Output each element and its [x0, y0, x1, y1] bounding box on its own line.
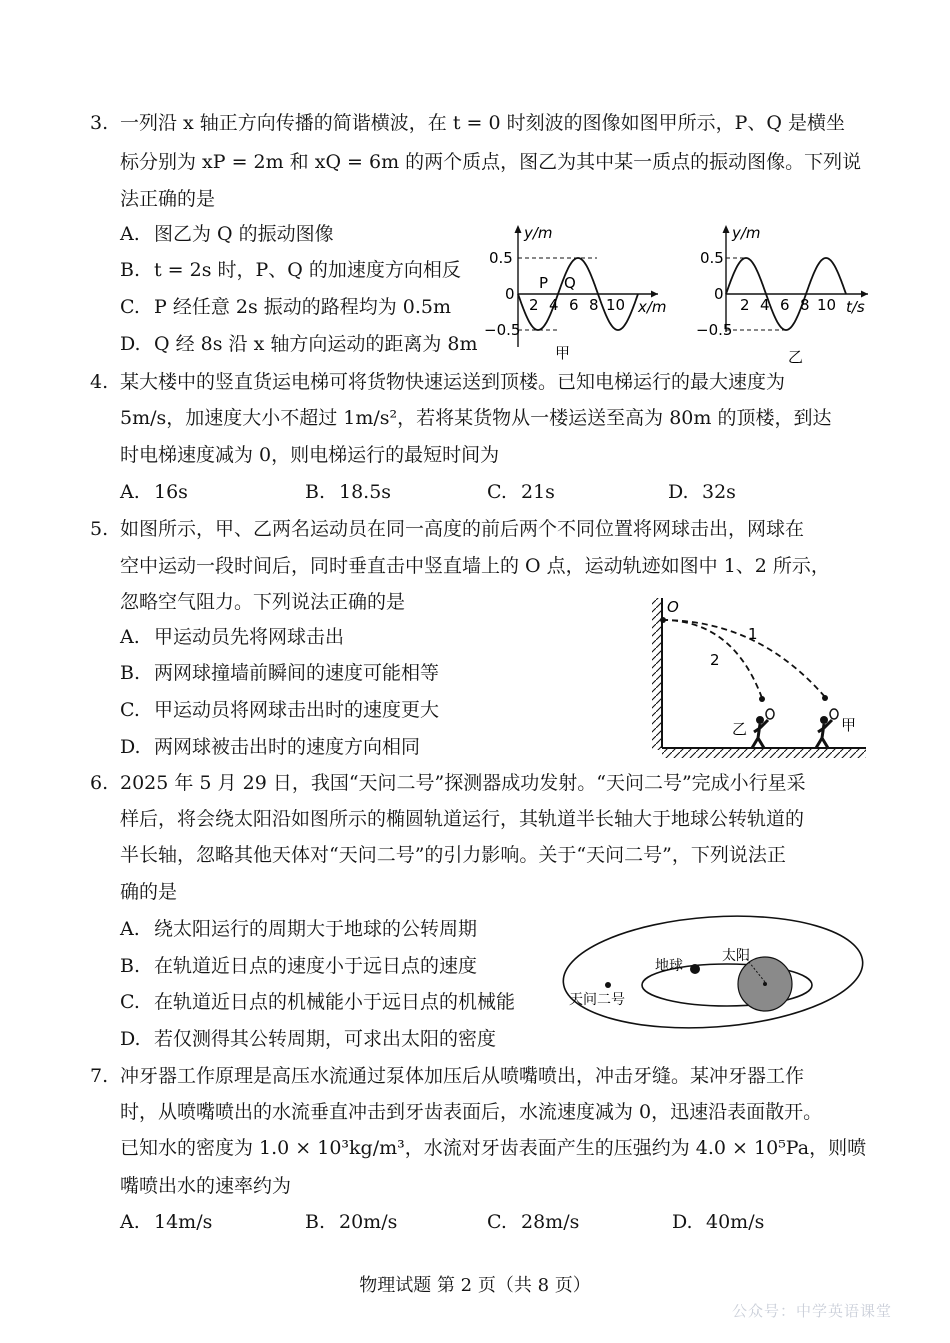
- y-tick-pos: 0.5: [700, 249, 724, 267]
- x-tick: 6: [780, 296, 790, 314]
- page-footer: 物理试题 第 2 页（共 8 页）: [359, 1275, 591, 1296]
- option-label: C.: [487, 481, 507, 503]
- option-text: 若仅测得其公转周期，可求出太阳的密度: [154, 1028, 497, 1050]
- option-text: Q 经 8s 沿 x 轴方向运动的距离为 8m: [154, 333, 478, 355]
- option-text: 甲运动员将网球击出时的速度更大: [154, 699, 440, 721]
- option-text: 20m/s: [339, 1211, 398, 1233]
- x-axis-arrow: [651, 291, 658, 298]
- option-text: 在轨道近日点的速度小于远日点的速度: [154, 955, 478, 977]
- figure-jia-wave-graph: [478, 222, 668, 367]
- trajectory-1-label: 1: [748, 625, 758, 643]
- option-label: B.: [305, 481, 326, 503]
- option-label: A.: [120, 1211, 140, 1233]
- question-7-line-3: 已知水的密度为 1.0 × 10³kg/m³，水流对牙齿表面产生的压强约为 4.0 × 10⁵Pa，则喷: [120, 1137, 867, 1159]
- question-7-line-4: 嘴喷出水的速率约为: [120, 1175, 292, 1197]
- option-text: P 经任意 2s 振动的路程均为 0.5m: [154, 296, 452, 318]
- option-label: A.: [120, 481, 140, 503]
- question-6-line-2: 样后，将会绕太阳沿如图所示的椭圆轨道运行，其轨道半长轴大于地球公转轨道的: [120, 808, 805, 830]
- x-tick: 10: [817, 296, 837, 314]
- option-text: 21s: [521, 481, 555, 503]
- sun-label: 太阳: [722, 948, 750, 964]
- x-axis-arrow: [861, 291, 868, 298]
- option-text: 28m/s: [521, 1211, 580, 1233]
- q4-option-b[interactable]: [305, 480, 391, 504]
- ball-1: [822, 695, 828, 701]
- figure-caption: 乙: [788, 348, 804, 366]
- question-5-line-1: 如图所示，甲、乙两名运动员在同一高度的前后两个不同位置将网球击出，网球在: [120, 518, 805, 540]
- probe-icon: [605, 982, 611, 988]
- q3-option-b[interactable]: [120, 258, 461, 282]
- y-tick-pos: 0.5: [489, 249, 513, 267]
- y-tick-neg: −0.5: [696, 321, 733, 339]
- earth-icon: [690, 964, 700, 974]
- q4-option-c[interactable]: [487, 480, 555, 504]
- option-text: 16s: [154, 481, 188, 503]
- question-4-line-1: 某大楼中的竖直货运电梯可将货物快速运送到顶楼。已知电梯运行的最大速度为: [120, 371, 786, 393]
- figure-yi-vibration-graph: [696, 222, 875, 367]
- q7-option-d[interactable]: [672, 1210, 764, 1234]
- question-4-line-2: 5m/s，加速度大小不超过 1m/s²，若将某货物从一楼运送至高为 80m 的顶楼，到达: [120, 407, 832, 429]
- question-5-line-2: 空中运动一段时间后，同时垂直击中竖直墙上的 O 点，运动轨迹如图中 1、2 所示，: [120, 555, 830, 577]
- option-label: D.: [672, 1211, 693, 1233]
- probe-label: 天问二号: [569, 992, 625, 1008]
- x-tick: 8: [800, 296, 810, 314]
- x-tick: 2: [740, 296, 750, 314]
- option-label: C.: [120, 991, 140, 1013]
- option-label: B.: [120, 955, 141, 977]
- option-label: D.: [120, 1028, 141, 1050]
- option-label: B.: [305, 1211, 326, 1233]
- x-tick: 2: [529, 296, 539, 314]
- y-axis-label: y/m: [732, 224, 761, 242]
- question-3-number: 3.: [90, 112, 109, 134]
- question-7-line-1: 冲牙器工作原理是高压水流通过泵体加压后从喷嘴喷出，冲击牙缝。某冲牙器工作: [120, 1065, 805, 1087]
- option-label: D.: [120, 333, 141, 355]
- y-axis-label: y/m: [524, 224, 553, 242]
- q5-option-b[interactable]: [120, 661, 439, 685]
- question-3-line-3: 法正确的是: [120, 188, 216, 210]
- q3-option-c[interactable]: [120, 295, 451, 319]
- watermark: 公众号：中学英语课堂: [731, 1302, 892, 1320]
- player-yi-label: 乙: [732, 720, 748, 738]
- question-3-line-2: 标分别为 xP = 2m 和 xQ = 6m 的两个质点，图乙为其中某一质点的振动图像。下列说: [120, 151, 862, 173]
- player-jia-label: 甲: [841, 716, 857, 734]
- point-q-label: Q: [564, 274, 576, 292]
- q5-option-c[interactable]: [120, 698, 439, 722]
- option-text: 32s: [702, 481, 736, 503]
- option-text: 甲运动员先将网球击出: [154, 626, 345, 648]
- figure-tennis-trajectories: [648, 592, 870, 760]
- option-text: 图乙为 Q 的振动图像: [154, 223, 334, 245]
- question-5-line-3: 忽略空气阻力。下列说法正确的是: [120, 591, 406, 613]
- option-label: B.: [120, 662, 141, 684]
- ball-2: [759, 696, 765, 702]
- probe-orbit: [560, 907, 867, 1038]
- option-text: 在轨道近日点的机械能小于远日点的机械能: [154, 991, 516, 1013]
- question-3-line-1: 一列沿 x 轴正方向传播的简谐横波，在 t = 0 时刻波的图像如图甲所示，P、Q 是横坐: [120, 112, 845, 134]
- point-o-label: O: [667, 598, 679, 616]
- sun-center: [763, 982, 767, 986]
- q6-option-b[interactable]: [120, 954, 477, 978]
- question-6-number: 6.: [90, 772, 109, 794]
- question-6-line-1: 2025 年 5 月 29 日，我国“天问二号”探测器成功发射。“天问二号”完成小行星采: [120, 772, 806, 794]
- x-tick: 6: [569, 296, 579, 314]
- option-label: A.: [120, 223, 140, 245]
- y-axis-arrow: [515, 225, 522, 233]
- player-yi-icon: [752, 709, 774, 748]
- origin-label: 0: [714, 285, 724, 303]
- option-label: C.: [120, 699, 140, 721]
- q4-option-d[interactable]: [668, 480, 736, 504]
- question-7-line-2: 时，从喷嘴喷出的水流垂直冲击到牙齿表面后，水流速度减为 0，迅速沿表面散开。: [120, 1101, 823, 1123]
- option-label: C.: [487, 1211, 507, 1233]
- ground-hatching: [662, 748, 866, 758]
- option-text: 绕太阳运行的周期大于地球的公转周期: [154, 918, 478, 940]
- x-tick: 8: [589, 296, 599, 314]
- option-label: A.: [120, 626, 140, 648]
- option-label: A.: [120, 918, 140, 940]
- trajectory-2-label: 2: [710, 651, 720, 669]
- q3-option-a[interactable]: [120, 222, 334, 246]
- option-label: D.: [668, 481, 689, 503]
- option-label: D.: [120, 736, 141, 758]
- q6-option-d[interactable]: [120, 1027, 496, 1051]
- ball-o: [660, 617, 666, 623]
- question-4-number: 4.: [90, 371, 109, 393]
- q7-option-c[interactable]: [487, 1210, 579, 1234]
- x-tick: 4: [760, 296, 770, 314]
- figure-orbits: [555, 912, 870, 1032]
- figure-caption: 甲: [555, 344, 571, 362]
- q7-option-b[interactable]: [305, 1210, 397, 1234]
- x-axis-label: x/m: [638, 298, 667, 316]
- y-axis-arrow: [723, 225, 730, 233]
- q7-option-a[interactable]: [120, 1210, 212, 1234]
- question-4-line-3: 时电梯速度减为 0，则电梯运行的最短时间为: [120, 444, 500, 466]
- trajectory-1: [662, 620, 825, 697]
- q5-option-a[interactable]: [120, 625, 344, 649]
- q3-option-d[interactable]: [120, 332, 477, 356]
- option-text: 14m/s: [154, 1211, 213, 1233]
- q4-option-a[interactable]: [120, 480, 188, 504]
- x-tick: 4: [549, 296, 559, 314]
- q5-option-d[interactable]: [120, 735, 420, 759]
- x-tick: 10: [606, 296, 626, 314]
- question-7-number: 7.: [90, 1065, 109, 1087]
- question-6-line-3: 半长轴，忽略其他天体对“天问二号”的引力影响。关于“天问二号”，下列说法正: [120, 844, 786, 866]
- option-text: 两网球撞墙前瞬间的速度可能相等: [154, 662, 440, 684]
- q6-option-a[interactable]: [120, 917, 477, 941]
- option-label: C.: [120, 296, 140, 318]
- q6-option-c[interactable]: [120, 990, 515, 1014]
- question-6-line-4: 确的是: [120, 881, 178, 903]
- question-5-number: 5.: [90, 518, 109, 540]
- earth-label: 地球: [655, 958, 683, 974]
- option-label: B.: [120, 259, 141, 281]
- y-tick-neg: −0.5: [484, 321, 521, 339]
- point-p-label: P: [539, 274, 549, 292]
- option-text: 18.5s: [339, 481, 392, 503]
- option-text: 两网球被击出时的速度方向相同: [154, 736, 421, 758]
- option-text: t = 2s 时，P、Q 的加速度方向相反: [154, 259, 461, 281]
- x-axis-label: t/s: [846, 298, 865, 316]
- origin-label: 0: [505, 285, 515, 303]
- option-text: 40m/s: [706, 1211, 765, 1233]
- player-jia-icon: [816, 709, 838, 748]
